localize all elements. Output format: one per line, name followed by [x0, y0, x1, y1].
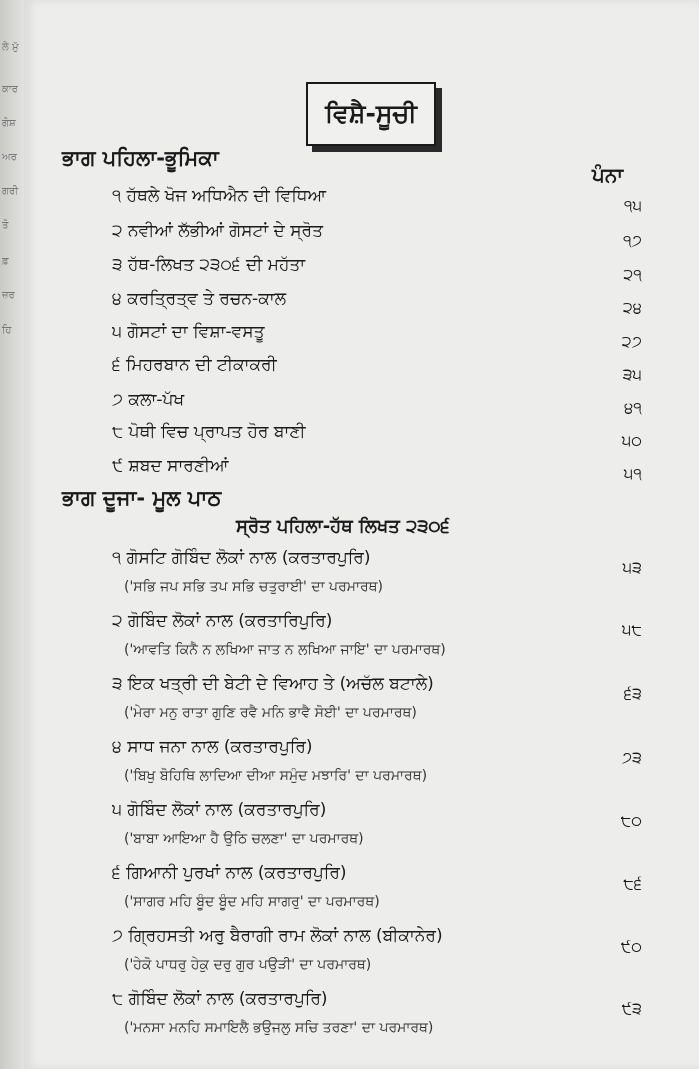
page-column-header: ਪੰਨਾ	[592, 163, 624, 187]
book-spine	[0, 0, 26, 1069]
toc-page-number: ੩੫	[622, 365, 642, 384]
spine-fragment: ਅਰ	[2, 152, 17, 163]
spine-fragment: ਗੋਸ਼	[2, 118, 16, 129]
toc-page-number: ੬੩	[623, 684, 642, 703]
toc-page-number: ੭੩	[621, 748, 642, 767]
spine-fragment: ਹਿ	[2, 325, 12, 336]
toc-page-number: ੫੩	[622, 558, 642, 577]
toc-entry: ੩ ਇਕ ਖਤ੍ਰੀ ਦੀ ਬੇਟੀ ਦੇ ਵਿਆਹ ਤੇ (ਅਚੱਲ ਬਟਾਲੇ)	[112, 674, 434, 694]
toc-entry: ੮ ਗੋਬਿੰਦ ਲੋਕਾਂ ਨਾਲ (ਕਰਤਾਰਪੁਰਿ)	[112, 989, 328, 1009]
toc-entry: ੪ ਸਾਧ ਜਨਾ ਨਾਲ (ਕਰਤਾਰਪੁਰਿ)	[112, 737, 313, 757]
toc-entry-subtitle: ('ਸਭਿ ਜਪ ਸਭਿ ਤਪ ਸਭਿ ਚਤੁਰਾਈ' ਦਾ ਪਰਮਾਰਥ)	[124, 579, 384, 595]
toc-entry: ੪ ਕਰਤ੍ਰਿਤ੍ਵ ਤੇ ਰਚਨ-ਕਾਲ	[112, 289, 287, 309]
part1-heading: ਭਾਗ ਪਹਿਲਾ-ਭੂਮਿਕਾ	[62, 146, 219, 170]
toc-entry-subtitle: ('ਆਵਤਿ ਕਿਨੈ ਨ ਲਖਿਆ ਜਾਤ ਨ ਲਖਿਆ ਜਾਇ' ਦਾ ਪਰਮਾਰਥ)	[124, 642, 446, 658]
spine-fragment: ਜ਼ਰ	[2, 290, 15, 301]
toc-page-number: ੯੩	[621, 999, 642, 1018]
toc-entry: ੧ ਹੱਥਲੇ ਖੋਜ ਅਧਿਐਨ ਦੀ ਵਿਧਿਆ	[112, 186, 327, 206]
toc-entry-subtitle: ('ਬਾਬਾ ਆਇਆ ਹੈ ਉਠਿ ਚਲਣਾ' ਦਾ ਪਰਮਾਰਥ)	[124, 831, 364, 847]
toc-entry: ੮ ਪੋਥੀ ਵਿਚ ਪ੍ਰਾਪਤ ਹੋਰ ਬਾਣੀ	[112, 422, 306, 442]
toc-entry: ੩ ਹੱਥ-ਲਿਖਤ ੨੩੦੬ ਦੀ ਮਹੱਤਾ	[112, 255, 306, 275]
part2-subheading: ਸ੍ਰੋਤ ਪਹਿਲਾ-ਹੱਥ ਲਿਖਤ ੨੩੦੬	[236, 516, 450, 537]
toc-page-number: ੪੧	[624, 398, 642, 417]
spine-fragment: ਲੇ ਮੁੱ	[2, 42, 19, 53]
toc-entry: ੫ ਗੋਸਟਾਂ ਦਾ ਵਿਸ਼ਾ-ਵਸਤੂ	[112, 322, 265, 342]
toc-page-number: ੨੭	[621, 332, 642, 351]
toc-page-number: ੯੦	[620, 937, 642, 956]
toc-entry: ੯ ਸ਼ਬਦ ਸਾਰਣੀਆਂ	[112, 456, 229, 476]
toc-page-number: ੨੧	[623, 265, 642, 284]
toc-entry: ੨ ਨਵੀਆਂ ਲੱਭੀਆਂ ਗੋਸਟਾਂ ਦੇ ਸ੍ਰੋਤ	[112, 221, 323, 241]
toc-page-number: ੫੮	[621, 620, 642, 639]
toc-entry: ੬ ਮਿਹਰਬਾਨ ਦੀ ਟੀਕਾਕਰੀ	[112, 355, 277, 375]
toc-entry: ੭ ਗ੍ਰਿਹਸਤੀ ਅਰੁ ਬੈਰਾਗੀ ਰਾਮ ਲੋਕਾਂ ਨਾਲ (ਬੀਕਾਨੇਰ)	[112, 926, 443, 946]
toc-entry-subtitle: ('ਮਨਸਾ ਮਨਹਿ ਸਮਾਇਲੈ ਭਉਜਲੁ ਸਚਿ ਤਰਣਾ' ਦਾ ਪਰਮਾਰਥ)	[124, 1020, 434, 1036]
toc-page-number: ੨੪	[622, 298, 642, 317]
toc-entry: ੭ ਕਲਾ-ਪੱਖ	[112, 390, 185, 410]
part2-heading: ਭਾਗ ਦੂਜਾ- ਮੂਲ ਪਾਠ	[62, 486, 222, 510]
page-title: ਵਿਸ਼ੈ-ਸੂਚੀ	[306, 82, 436, 146]
toc-page-number: ੫੦	[621, 431, 642, 450]
toc-entry-subtitle: ('ਮੇਰਾ ਮਨੁ ਰਾਤਾ ਗੁਣਿ ਰਵੈ ਮਨਿ ਭਾਵੈ ਸੋਈ' ਦਾ ਪਰਮਾਰਥ)	[124, 705, 417, 721]
toc-entry-subtitle: ('ਸਾਗਰ ਮਹਿ ਬੂੰਦ ਬੂੰਦ ਮਹਿ ਸਾਗਰੁ' ਦਾ ਪਰਮਾਰਥ)	[124, 894, 380, 910]
toc-entry: ੫ ਗੋਬਿੰਦ ਲੋਕਾਂ ਨਾਲ (ਕਰਤਾਰਪੁਰਿ)	[112, 800, 327, 820]
toc-page-number: ੫੧	[623, 464, 642, 483]
toc-entry: ੬ ਗਿਆਨੀ ਪੁਰਖਾਂ ਨਾਲ (ਕਰਤਾਰਪੁਰਿ)	[112, 863, 347, 883]
toc-entry-subtitle: ('ਬਿਖੁ ਬੋਹਿਥਿ ਲਾਦਿਆ ਦੀਆ ਸਮੁੰਦ ਮਝਾਰਿ' ਦਾ ਪਰਮਾਰਥ)	[124, 768, 428, 784]
toc-entry: ੨ ਗੋਬਿੰਦ ਲੋਕਾਂ ਨਾਲ (ਕਰਤਾਰਿਪੁਰਿ)	[112, 611, 333, 631]
toc-page-number: ੮੦	[620, 811, 642, 830]
spine-fragment: ਕਾਰ	[2, 84, 18, 95]
toc-entry-subtitle: ('ਹੇਕੋ ਪਾਧਰੁ ਹੇਕੁ ਦਰੁ ਗੁਰ ਪਉੜੀ' ਦਾ ਪਰਮਾਰਥ)	[124, 957, 372, 973]
spine-fragment: ਗਰੀ	[2, 186, 19, 197]
spine-fragment: ਤੋ	[2, 220, 9, 231]
toc-page-number: ੧੭	[622, 231, 642, 250]
toc-page-number: ੮੬	[623, 874, 642, 893]
spine-fragment: ਫ਼	[2, 256, 9, 267]
toc-entry: ੧ ਗੋਸਟਿ ਗੋਬਿੰਦ ਲੋਕਾਂ ਨਾਲ (ਕਰਤਾਰਪੁਰਿ)	[112, 548, 371, 568]
toc-page-number: ੧੫	[623, 196, 642, 215]
